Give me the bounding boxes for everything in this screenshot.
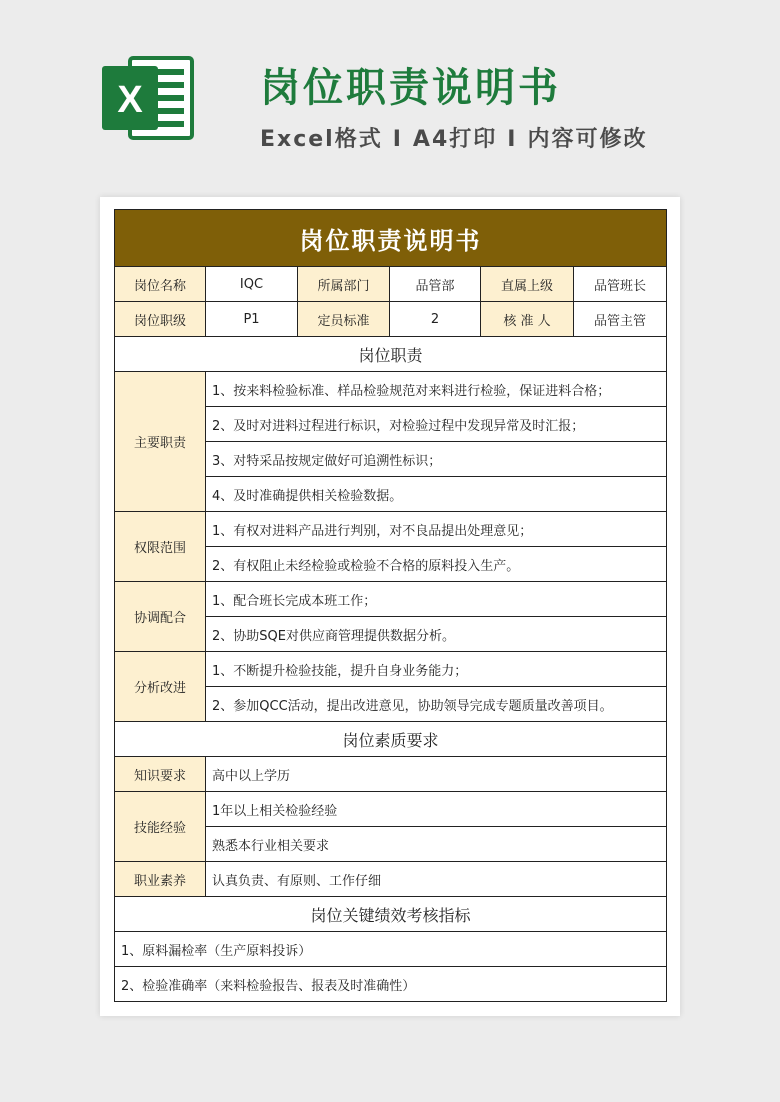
duty-item: 1、有权对进料产品进行判别，对不良品提出处理意见； [206,512,667,547]
section-heading-duties: 岗位职责 [115,337,667,372]
subtitle-separator: I [507,127,518,152]
table-row [115,967,667,1002]
kpi-item: 1、原料漏检率（生产原料投诉） [115,932,667,967]
info-label-headcount: 定员标准 [298,302,390,337]
quality-label-literacy: 职业素养 [115,862,206,897]
info-row [115,302,667,337]
quality-value-skills: 1年以上相关检验经验 [206,792,667,827]
info-value-department: 品管部 [390,267,481,302]
page-title: 岗位职责说明书 [260,65,561,111]
duty-item: 2、及时对进料过程进行标识，对检验过程中发现异常及时汇报； [206,407,667,442]
duty-item: 3、对特采品按规定做好可追溯性标识； [206,442,667,477]
info-label-department: 所属部门 [298,267,390,302]
table-row [115,792,667,827]
info-label-supervisor: 直属上级 [481,267,574,302]
subtitle-separator: I [392,127,403,152]
sheet-title: 岗位职责说明书 [115,210,667,267]
quality-value-knowledge: 高中以上学历 [206,757,667,792]
info-row [115,267,667,302]
table-row [115,932,667,967]
info-label-position: 岗位名称 [115,267,206,302]
info-value-supervisor: 品管班长 [574,267,667,302]
section-heading-quality: 岗位素质要求 [115,722,667,757]
table-row [115,512,667,547]
logo-letter: X [117,79,143,121]
table-row [115,582,667,617]
group-label-improvement: 分析改进 [115,652,206,722]
subtitle-format: Excel格式 [260,127,383,152]
info-value-headcount: 2 [390,302,481,337]
duty-item: 1、不断提升检验技能，提升自身业务能力； [206,652,667,687]
quality-value-literacy: 认真负责、有原则、工作仔细 [206,862,667,897]
duty-item: 2、协助SQE对供应商管理提供数据分析。 [206,617,667,652]
excel-icon [100,52,196,144]
document-page [100,197,680,1016]
group-label-main-duties: 主要职责 [115,372,206,512]
info-label-approver: 核 准 人 [481,302,574,337]
duty-item: 2、有权阻止未经检验或检验不合格的原料投入生产。 [206,547,667,582]
info-value-position: IQC [206,267,298,302]
group-label-coordination: 协调配合 [115,582,206,652]
duty-item: 1、配合班长完成本班工作； [206,582,667,617]
page-subtitle [260,122,647,153]
table-row [115,372,667,407]
quality-label-skills: 技能经验 [115,792,206,862]
quality-value-skills: 熟悉本行业相关要求 [206,827,667,862]
job-description-sheet [114,209,666,1002]
table-row [115,652,667,687]
info-value-approver: 品管主管 [574,302,667,337]
job-description-table [114,209,667,1002]
duty-item: 2、参加QCC活动，提出改进意见，协助领导完成专题质量改善项目。 [206,687,667,722]
subtitle-editable: 内容可修改 [527,127,648,152]
table-row [115,862,667,897]
duty-item: 4、及时准确提供相关检验数据。 [206,477,667,512]
info-label-grade: 岗位职级 [115,302,206,337]
kpi-item: 2、检验准确率（来料检验报告、报表及时准确性） [115,967,667,1002]
section-heading-kpi: 岗位关键绩效考核指标 [115,897,667,932]
duty-item: 1、按来料检验标准、样品检验规范对来料进行检验，保证进料合格； [206,372,667,407]
group-label-authority: 权限范围 [115,512,206,582]
subtitle-print: A4打印 [412,127,498,152]
quality-label-knowledge: 知识要求 [115,757,206,792]
info-value-grade: P1 [206,302,298,337]
table-row [115,757,667,792]
